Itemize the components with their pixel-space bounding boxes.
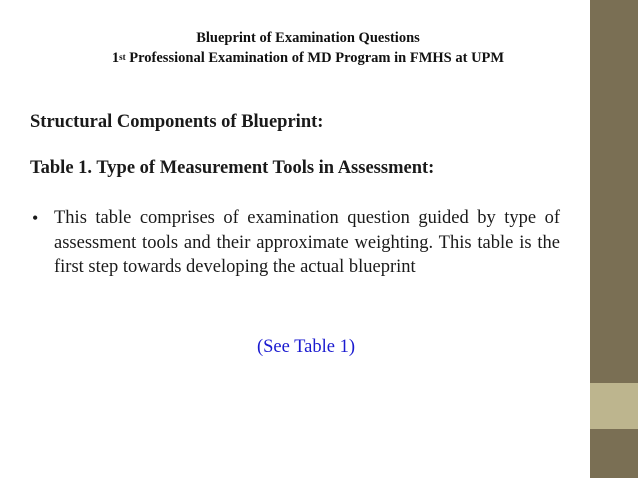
slide-header — [28, 30, 588, 67]
sidebar-block-bottom — [590, 429, 638, 478]
header-subtitle-rest: Professional Examination of MD Program in FMHS at UPM — [125, 50, 505, 66]
header-title: Blueprint of Examination Questions — [196, 30, 420, 46]
header-subtitle-superscript: st — [119, 52, 126, 62]
bullet-icon: • — [32, 208, 39, 228]
sidebar-block-top — [590, 0, 638, 383]
header-subtitle — [28, 50, 588, 67]
table-title: Table 1. Type of Measurement Tools in Assessment: — [30, 158, 435, 178]
section-title: Structural Components of Blueprint: — [30, 112, 324, 132]
decorative-sidebar — [590, 0, 638, 478]
sidebar-block-accent — [590, 383, 638, 429]
see-table-link[interactable]: (See Table 1) — [256, 337, 356, 357]
bullet-text: This table comprises of examination question guided by type of assessment tools and their approximate weighting. This table is the first step towards developing the actual blueprint — [54, 208, 560, 277]
header-subtitle-ordinal: 1 — [111, 50, 120, 66]
